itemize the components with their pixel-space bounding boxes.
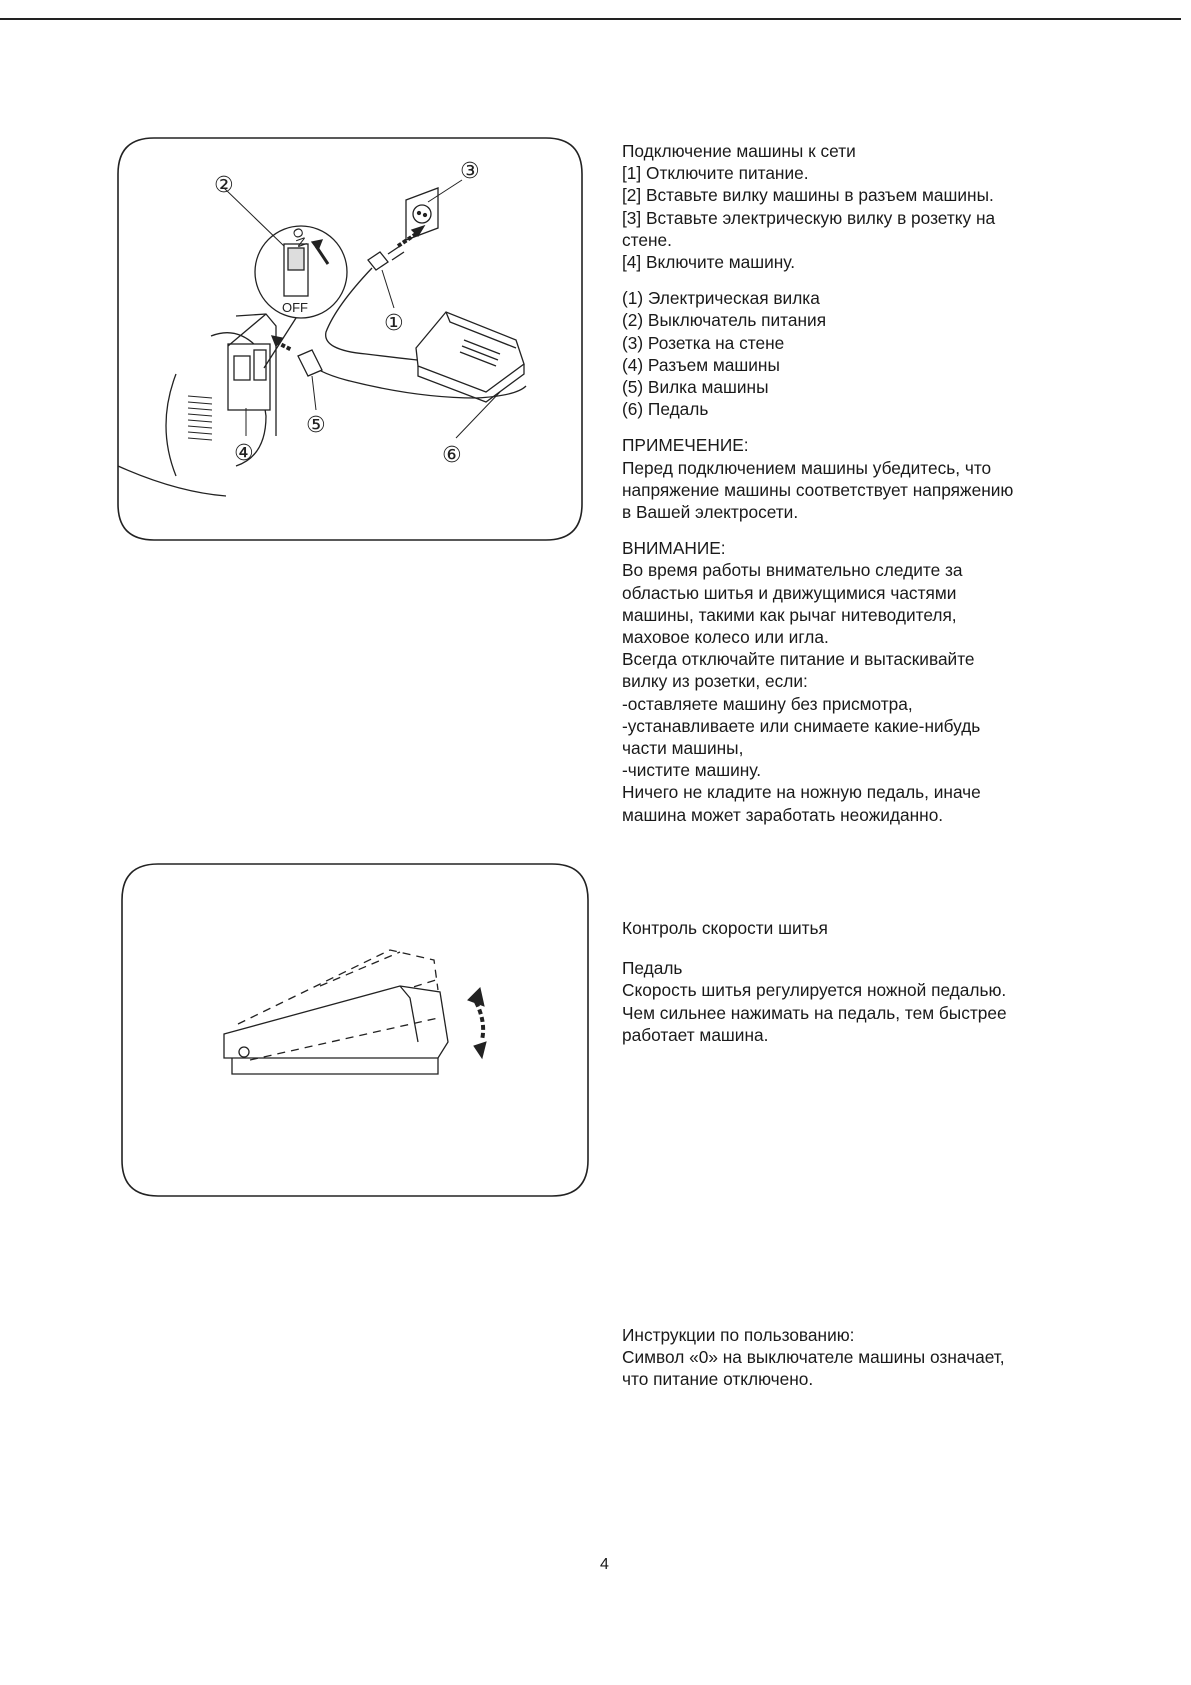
- warning-line: вилку из розетки, если:: [622, 671, 808, 692]
- speed-heading: Контроль скорости шитья: [622, 918, 828, 938]
- note-line: напряжение машины соответствует напряжению: [622, 479, 1014, 500]
- connection-heading: Подключение машины к сети: [622, 141, 856, 161]
- warning-line: -чистите машину.: [622, 760, 762, 781]
- part-item: (4) Разъем машины: [622, 354, 780, 375]
- part-item: (6) Педаль: [622, 399, 709, 420]
- speed-line: работает машина.: [622, 1024, 769, 1045]
- note-line: в Вашей электросети.: [622, 502, 799, 523]
- callout-labels: [214, 159, 480, 468]
- connection-figure: [116, 136, 584, 542]
- callout-3: ③: [460, 159, 480, 184]
- pedal-body: [224, 986, 448, 1074]
- connection-step: [1] Отключите питание.: [622, 163, 809, 184]
- usage-line: Символ «0» на выключателе машины означает,: [622, 1347, 1005, 1368]
- speed-line: Чем сильнее нажимать на педаль, тем быстрее: [622, 1002, 1007, 1023]
- connection-step: [4] Включите машину.: [622, 252, 796, 273]
- part-item: (5) Вилка машины: [622, 377, 769, 398]
- warning-title: ВНИМАНИЕ:: [622, 538, 726, 559]
- warning-line: машина может заработать неожиданно.: [622, 804, 944, 825]
- top-rule: [0, 18, 1181, 20]
- warning-line: Всегда отключайте питание и вытаскивайте: [622, 649, 975, 670]
- callout-4: ④: [234, 441, 254, 466]
- connection-step: [3] Вставьте электрическую вилку в розетку на: [622, 207, 996, 228]
- usage-line: что питание отключено.: [622, 1369, 814, 1390]
- part-item: (1) Электрическая вилка: [622, 288, 820, 309]
- wall-outlet: [406, 188, 438, 240]
- warning-line: маховое колесо или игла.: [622, 627, 829, 648]
- pedal-figure: [120, 862, 590, 1200]
- warning-line: машины, такими как рычаг нитеводителя,: [622, 604, 957, 625]
- warning-line: -оставляете машину без присмотра,: [622, 693, 913, 714]
- warning-line: областью шитья и движущимися частями: [622, 582, 957, 603]
- callout-2: ②: [214, 173, 234, 198]
- callout-1: ①: [384, 311, 404, 336]
- speed-line: Скорость шитья регулируется ножной педалью.: [622, 980, 1007, 1001]
- part-item: (2) Выключатель питания: [622, 310, 827, 331]
- sewing-machine-body: [118, 314, 276, 496]
- callout-5: ⑤: [306, 413, 326, 438]
- switch-on-label: ON: [289, 225, 311, 250]
- foot-pedal: [416, 312, 524, 402]
- machine-plug: [272, 336, 322, 376]
- usage-section: [622, 1324, 1005, 1391]
- connection-illustration: [116, 136, 584, 542]
- page-number: 4: [600, 1556, 609, 1573]
- warning-line: -устанавливаете или снимаете какие-нибудь: [622, 715, 981, 736]
- connection-step: [2] Вставьте вилку машины в разъем машины.: [622, 185, 994, 206]
- note-title: ПРИМЕЧЕНИЕ:: [622, 435, 749, 456]
- note-line: Перед подключением машины убедитесь, что: [622, 457, 992, 478]
- speed-section: [622, 917, 1007, 1046]
- speed-subheading: Педаль: [622, 958, 683, 979]
- warning-line: части машины,: [622, 738, 744, 759]
- warning-line: Ничего не кладите на ножную педаль, иначе: [622, 782, 981, 803]
- switch-off-label: OFF: [282, 300, 308, 315]
- connection-section: [622, 140, 1013, 826]
- warning-line: Во время работы внимательно следите за: [622, 560, 963, 581]
- usage-line: Инструкции по пользованию:: [622, 1325, 855, 1345]
- up-down-arrow: [468, 988, 486, 1058]
- callout-6: ⑥: [442, 443, 462, 468]
- part-item: (3) Розетка на стене: [622, 332, 785, 353]
- connection-step: стене.: [622, 229, 672, 250]
- pedal-illustration: [120, 862, 590, 1200]
